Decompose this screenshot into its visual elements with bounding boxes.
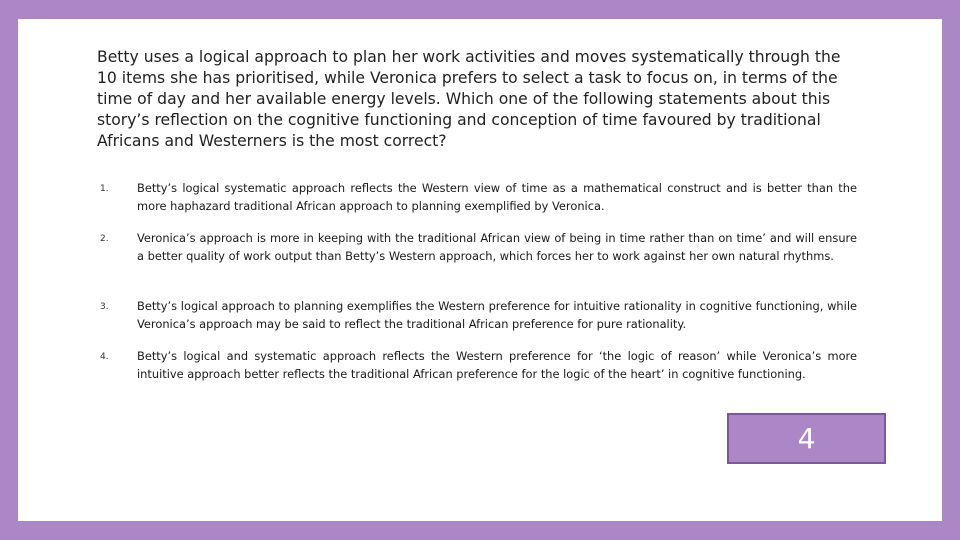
option-text: Betty’s logical systematic approach reflects the Western view of time as a mathematical construct and is better than the more haphazard traditional African approach to planning exemplified by Veronica. <box>137 181 857 213</box>
option-text: Betty’s logical and systematic approach reflects the Western preference for ‘the logic of reason’ while Veronica’s more intuitive approach better reflects the traditional African preference for the logic of the heart’ in cognitive functioning. <box>137 349 857 381</box>
option-number: 4. <box>100 352 109 362</box>
option-text: Betty’s logical approach to planning exemplifies the Western preference for intuitive rationality in cognitive functioning, while Veronica’s approach may be said to reflect the traditional African preference for pure rationality. <box>137 299 857 331</box>
option-number: 3. <box>100 302 109 312</box>
slide <box>18 19 942 521</box>
question-text: Betty uses a logical approach to plan her work activities and moves systematically through the 10 items she has prioritised, while Veronica prefers to select a task to focus on, in terms of the time of day and her available energy levels. Which one of the following statements about this story’s reflection on the cognitive functioning and conception of time favoured by traditional Africans and Westerners is the most correct? <box>97 48 841 150</box>
option-text: Veronica’s approach is more in keeping with the traditional African view of being in time rather than on time’ and will ensure a better quality of work output than Betty’s Western approach, which forces her to work against her own natural rhythms. <box>137 231 857 263</box>
option-number: 2. <box>100 234 109 244</box>
option-number: 1. <box>100 184 109 194</box>
answer-box: 4 <box>727 413 886 464</box>
